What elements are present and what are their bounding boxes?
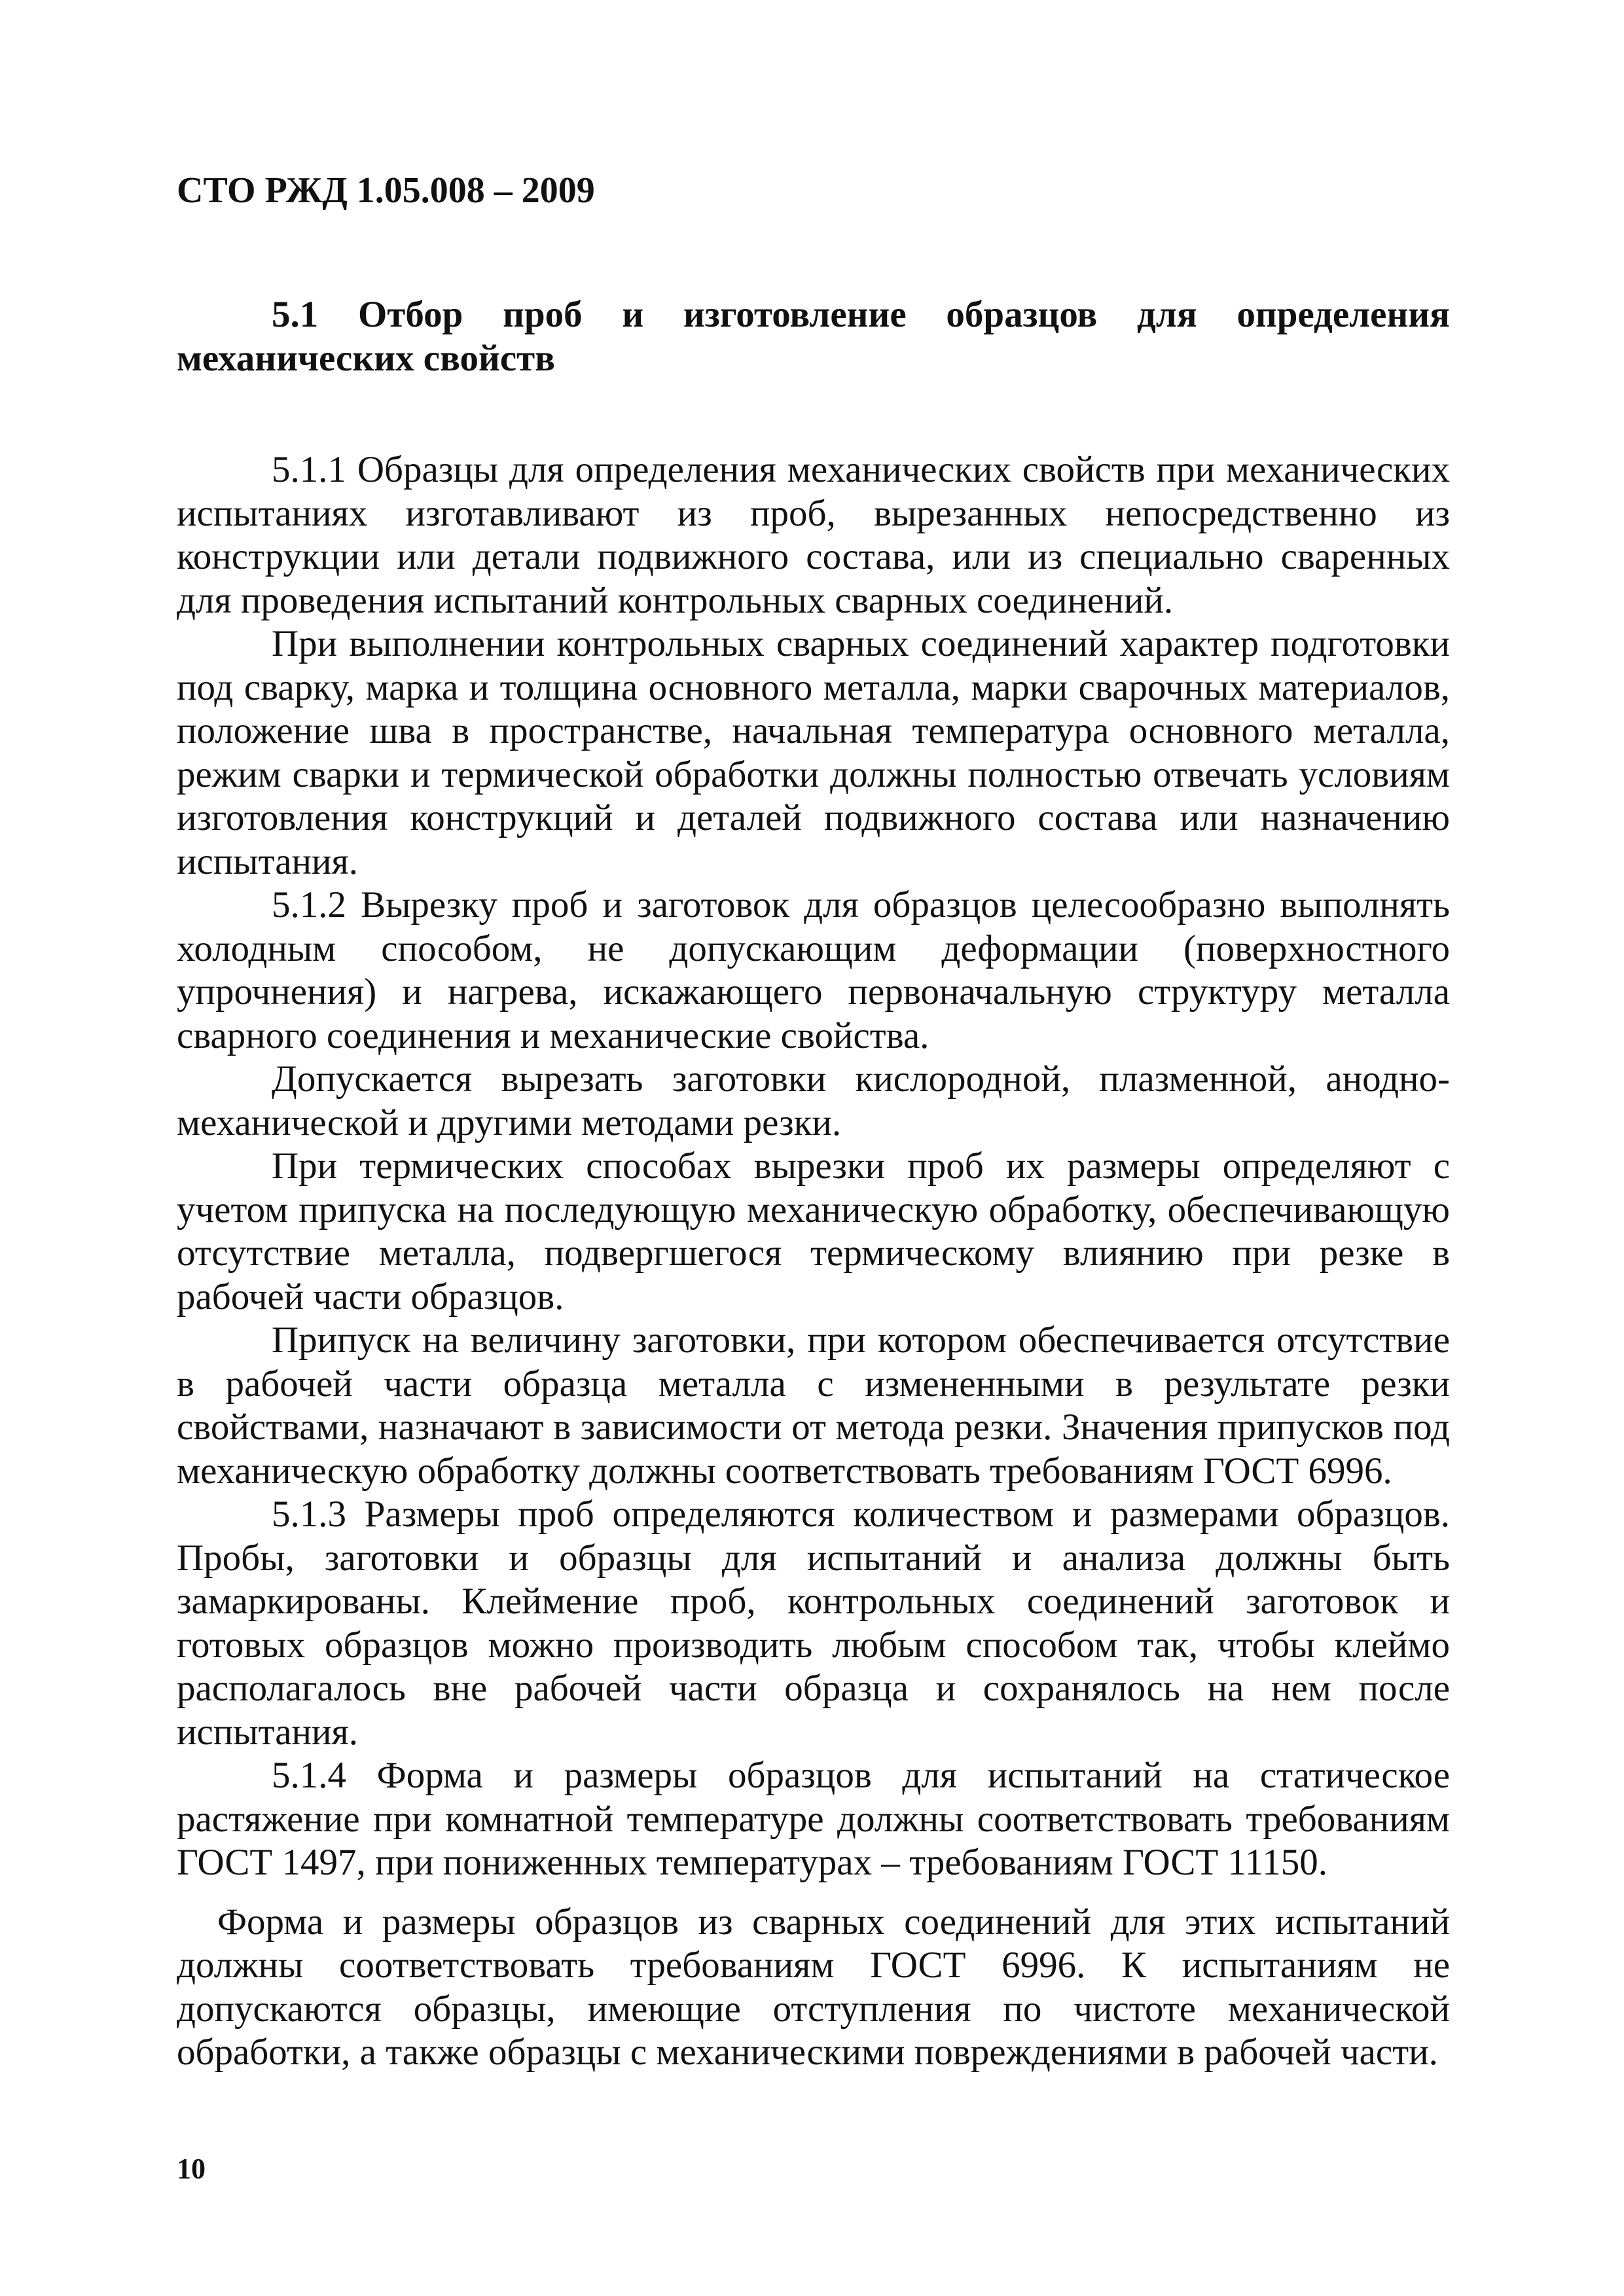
section-body (177, 293, 1450, 2075)
paragraph: Припуск на величину заготовки, при котором обеспечивается отсутствие в рабочей части образца металла с измененными в результате резки свойствами, назначают в зависимости от метода резки. Значения припусков под механическую обработку должны соответствовать требованиям ГОСТ 6996. (177, 1319, 1450, 1492)
document-code: СТО РЖД 1.05.008 – 2009 (177, 170, 595, 211)
paragraph: Форма и размеры образцов из сварных соединений для этих испытаний должны соответствовать требованиям ГОСТ 6996. К испытаниям не допускаются образцы, имеющие отступления по чистоте механической обработки, а также образцы с механическими повреждениями в рабочей части. (177, 1901, 1450, 2073)
paragraph: 5.1.4 Форма и размеры образцов для испытаний на статическое растяжение при комнатной температуре должны соответствовать требованиям ГОСТ 1497, при пониженных температурах – требованиям ГОСТ 11150. (177, 1755, 1450, 1883)
page-number: 10 (177, 2153, 206, 2185)
paragraph: 5.1.2 Вырезку проб и заготовок для образцов целесообразно выполнять холодным способом, не допускающим деформации (поверхностного упрочнения) и нагрева, искажающего первоначальную структуру металла сварного соединения и механические свойства. (177, 884, 1450, 1056)
paragraph: 5.1.1 Образцы для определения механических свойств при механических испытаниях изготавливают из проб, вырезанных непосредственно из конструкции или детали подвижного состава, или из специально сваренных для проведения испытаний контрольных сварных соединений. (177, 449, 1450, 621)
paragraph: 5.1.3 Размеры проб определяются количеством и размерами образцов. Пробы, заготовки и образцы для испытаний и анализа должны быть замаркированы. Клеймение проб, контрольных соединений заготовок и готовых образцов можно производить любым способом так, чтобы клеймо располагалось вне рабочей части образца и сохранялось на нем после испытания. (177, 1494, 1450, 1753)
section-heading: 5.1 Отбор проб и изготовление образцов для определения механических свойств (177, 294, 1450, 379)
paragraph: При термических способах вырезки проб их размеры определяют с учетом припуска на последующую механическую обработку, обеспечивающую отсутствие металла, подвергшегося термическому влиянию при резке в рабочей части образцов. (177, 1145, 1450, 1318)
paragraph: При выполнении контрольных сварных соединений характер подготовки под сварку, марка и толщина основного металла, марки сварочных материалов, положение шва в пространстве, начальная температура основного металла, режим сварки и термической обработки должны полностью отвечать условиям изготовления конструкций и деталей подвижного состава или назначению испытания. (177, 623, 1450, 882)
paragraph: Допускается вырезать заготовки кислородной, плазменной, анодно-механической и другими методами резки. (177, 1058, 1450, 1143)
